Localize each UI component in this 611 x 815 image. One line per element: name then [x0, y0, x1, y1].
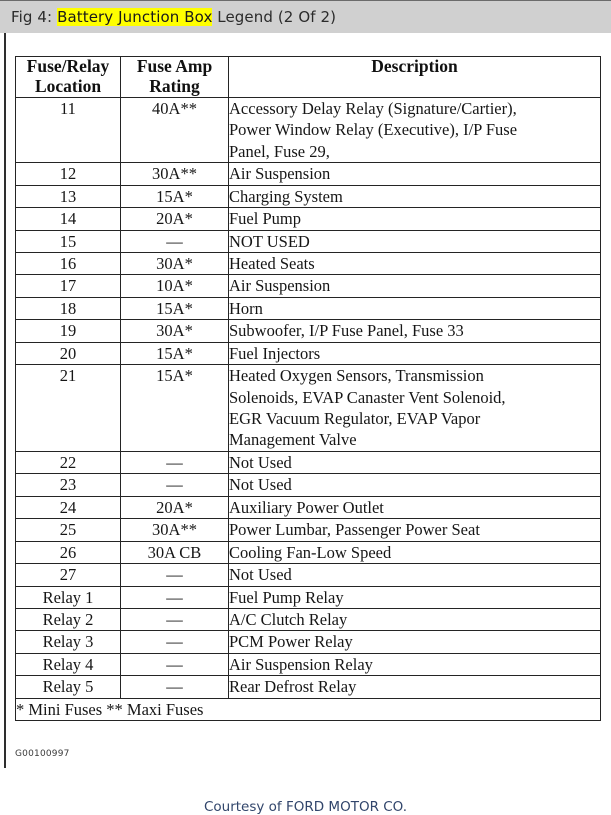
table-row: [16, 208, 601, 230]
cell-description: [229, 365, 601, 452]
table-row: [16, 320, 601, 342]
table-row: [16, 631, 601, 653]
column-header-amp-line1: Fuse Amp: [136, 56, 213, 76]
cell-fuse-relay-location: 14: [16, 208, 121, 230]
description-line: A/C Clutch Relay: [229, 609, 348, 629]
cell-fuse-amp-rating: 30A*: [121, 320, 229, 342]
table-row: [16, 185, 601, 207]
cell-fuse-amp-rating: 30A CB: [121, 541, 229, 563]
description-line: Panel, Fuse 29,: [229, 141, 330, 161]
cell-fuse-relay-location: 23: [16, 474, 121, 496]
cell-fuse-amp-rating: 30A**: [121, 519, 229, 541]
cell-fuse-relay-location: Relay 4: [16, 653, 121, 675]
cell-fuse-relay-location: 18: [16, 297, 121, 319]
table-body: [16, 97, 601, 720]
table-row: [16, 297, 601, 319]
cell-fuse-relay-location: 15: [16, 230, 121, 252]
cell-description: [229, 676, 601, 698]
description-line: Fuel Pump: [229, 209, 301, 229]
caption-highlighted-term: Battery Junction Box: [57, 8, 213, 26]
cell-description: [229, 297, 601, 319]
column-header-amp-line2: Rating: [149, 75, 200, 96]
cell-fuse-relay-location: Relay 2: [16, 608, 121, 630]
column-header-location-line2: Location: [34, 75, 102, 96]
description-line: Air Suspension: [229, 276, 331, 296]
cell-fuse-relay-location: 13: [16, 185, 121, 207]
table-row: [16, 653, 601, 675]
cell-fuse-amp-rating: 30A*: [121, 252, 229, 274]
caption-prefix: Fig 4:: [11, 8, 58, 26]
description-line: PCM Power Relay: [229, 632, 353, 652]
table-row: [16, 163, 601, 185]
description-line: Charging System: [229, 186, 343, 206]
table-row: [16, 474, 601, 496]
cell-fuse-amp-rating: —: [121, 608, 229, 630]
cell-description: [229, 342, 601, 364]
courtesy-credit-line: Courtesy of FORD MOTOR CO.: [203, 799, 408, 815]
description-line: Heated Seats: [229, 253, 315, 273]
cell-fuse-amp-rating: 20A*: [121, 496, 229, 518]
description-line: EGR Vacuum Regulator, EVAP Vapor: [229, 409, 481, 428]
column-header-amp-rating: [121, 57, 229, 98]
description-line: Cooling Fan-Low Speed: [229, 542, 392, 562]
cell-fuse-amp-rating: 10A*: [121, 275, 229, 297]
description-line: Not Used: [229, 565, 292, 585]
cell-fuse-relay-location: 24: [16, 496, 121, 518]
column-header-description: Description: [229, 57, 601, 98]
table-row: [16, 496, 601, 518]
fuse-legend-table-container: [15, 56, 600, 721]
table-row: [16, 342, 601, 364]
table-row: [16, 97, 601, 162]
table-row: [16, 676, 601, 698]
cell-description: [229, 608, 601, 630]
cell-description: [229, 230, 601, 252]
cell-description: [229, 97, 601, 162]
table-row: [16, 519, 601, 541]
cell-fuse-relay-location: 25: [16, 519, 121, 541]
description-line: Air Suspension: [229, 164, 331, 184]
table-row: [16, 365, 601, 452]
description-line: Auxiliary Power Outlet: [229, 497, 384, 517]
table-row: [16, 252, 601, 274]
cell-description: [229, 564, 601, 586]
cell-fuse-amp-rating: —: [121, 230, 229, 252]
cell-fuse-amp-rating: —: [121, 451, 229, 473]
cell-fuse-relay-location: 27: [16, 564, 121, 586]
cell-description: [229, 185, 601, 207]
table-header: [16, 57, 601, 98]
cell-fuse-relay-location: 16: [16, 252, 121, 274]
cell-description: [229, 586, 601, 608]
cell-fuse-relay-location: 17: [16, 275, 121, 297]
cell-description: [229, 541, 601, 563]
cell-fuse-amp-rating: —: [121, 653, 229, 675]
page-left-border-rule: [4, 33, 6, 768]
caption-suffix: Legend (2 Of 2): [212, 8, 337, 26]
cell-fuse-relay-location: 22: [16, 451, 121, 473]
cell-fuse-amp-rating: —: [121, 676, 229, 698]
description-line: Power Window Relay (Executive), I/P Fuse: [229, 120, 518, 140]
cell-fuse-relay-location: Relay 3: [16, 631, 121, 653]
cell-description: [229, 275, 601, 297]
figure-caption-text: [0, 8, 336, 26]
description-line: Fuel Injectors: [229, 343, 321, 363]
figure-id-code: G00100997: [15, 749, 70, 759]
cell-fuse-amp-rating: 15A*: [121, 297, 229, 319]
scanned-page: [0, 33, 611, 813]
cell-fuse-relay-location: Relay 5: [16, 676, 121, 698]
footnote-fuse-legend: * Mini Fuses ** Maxi Fuses: [16, 698, 601, 720]
cell-fuse-amp-rating: —: [121, 564, 229, 586]
description-line: Air Suspension Relay: [229, 654, 373, 674]
cell-fuse-relay-location: 12: [16, 163, 121, 185]
cell-description: [229, 252, 601, 274]
description-line: Subwoofer, I/P Fuse Panel, Fuse 33: [229, 321, 464, 341]
cell-description: [229, 653, 601, 675]
table-row: [16, 451, 601, 473]
table-row: [16, 564, 601, 586]
cell-description: [229, 474, 601, 496]
description-line: Solenoids, EVAP Canaster Vent Solenoid,: [229, 387, 506, 407]
description-line: Not Used: [229, 475, 292, 495]
description-line: Horn: [229, 298, 263, 318]
cell-fuse-relay-location: 19: [16, 320, 121, 342]
cell-fuse-relay-location: 20: [16, 342, 121, 364]
table-header-row: [16, 57, 601, 98]
table-row: [16, 230, 601, 252]
cell-fuse-amp-rating: 15A*: [121, 185, 229, 207]
cell-fuse-relay-location: Relay 1: [16, 586, 121, 608]
table-footnote-row: [16, 698, 601, 720]
description-line: Fuel Pump Relay: [229, 587, 344, 607]
column-header-location: [16, 57, 121, 98]
cell-fuse-amp-rating: 15A*: [121, 342, 229, 364]
cell-fuse-amp-rating: 30A**: [121, 163, 229, 185]
cell-description: [229, 163, 601, 185]
description-line: Not Used: [229, 452, 292, 472]
description-line: Rear Defrost Relay: [229, 677, 357, 697]
column-header-location-line1: Fuse/Relay: [26, 56, 110, 76]
table-row: [16, 275, 601, 297]
cell-fuse-relay-location: 11: [16, 97, 121, 162]
cell-fuse-relay-location: 21: [16, 365, 121, 452]
cell-description: [229, 496, 601, 518]
cell-description: [229, 631, 601, 653]
table-row: [16, 608, 601, 630]
table-row: [16, 541, 601, 563]
cell-description: [229, 451, 601, 473]
cell-fuse-amp-rating: —: [121, 586, 229, 608]
cell-fuse-amp-rating: —: [121, 631, 229, 653]
cell-description: [229, 519, 601, 541]
cell-description: [229, 208, 601, 230]
description-line: NOT USED: [229, 231, 310, 251]
cell-fuse-amp-rating: —: [121, 474, 229, 496]
cell-fuse-amp-rating: 20A*: [121, 208, 229, 230]
cell-fuse-relay-location: 26: [16, 541, 121, 563]
cell-description: [229, 320, 601, 342]
description-line: Power Lumbar, Passenger Power Seat: [229, 520, 480, 540]
cell-fuse-amp-rating: 40A**: [121, 97, 229, 162]
description-line: Accessory Delay Relay (Signature/Cartier),: [229, 98, 517, 118]
fuse-relay-legend-table: [15, 56, 601, 721]
description-line: Management Valve: [229, 430, 357, 450]
figure-caption-bar: [0, 0, 611, 33]
description-line: Heated Oxygen Sensors, Transmission: [229, 366, 484, 386]
table-row: [16, 586, 601, 608]
cell-fuse-amp-rating: 15A*: [121, 365, 229, 452]
